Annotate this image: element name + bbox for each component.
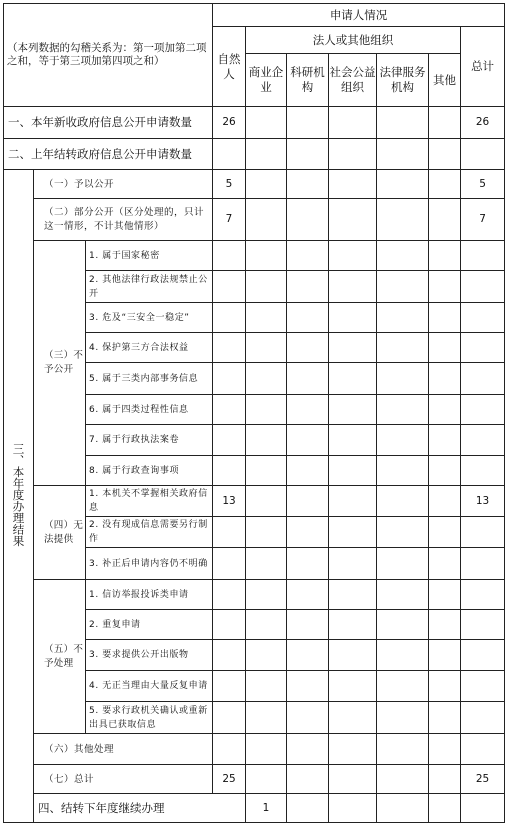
- empty-cell: [377, 425, 429, 456]
- empty-cell: [213, 702, 246, 734]
- header-applicant-situation: 申请人情况: [213, 4, 505, 27]
- empty-cell: [287, 425, 329, 456]
- information-disclosure-table: [3, 3, 505, 823]
- empty-cell: [329, 199, 377, 241]
- empty-cell: [213, 517, 246, 548]
- row-carried-over-label: 二、上年结转政府信息公开申请数量: [4, 139, 213, 170]
- empty-cell: [287, 580, 329, 610]
- empty-cell: [377, 702, 429, 734]
- empty-cell: [377, 517, 429, 548]
- empty-cell: [287, 702, 329, 734]
- empty-cell: [246, 548, 287, 580]
- empty-cell: [329, 671, 377, 702]
- empty-cell: [287, 548, 329, 580]
- reason-reconfirm: 5. 要求行政机关确认或重新出具已获取信息: [86, 702, 213, 734]
- empty-cell: [329, 333, 377, 363]
- header-commercial: 商业企业: [246, 54, 287, 107]
- header-legal-service: 法律服务机构: [377, 54, 429, 107]
- empty-cell: [287, 363, 329, 395]
- header-other: 其他: [429, 54, 461, 107]
- empty-cell: [287, 395, 329, 425]
- empty-cell: [429, 271, 461, 303]
- empty-cell: [377, 548, 429, 580]
- empty-cell: [329, 107, 377, 139]
- empty-cell: [213, 303, 246, 333]
- empty-cell: [246, 734, 287, 765]
- empty-cell: [461, 548, 505, 580]
- empty-cell: [377, 640, 429, 671]
- empty-cell: [329, 610, 377, 640]
- empty-cell: [329, 395, 377, 425]
- empty-cell: [377, 486, 429, 517]
- empty-cell: [213, 548, 246, 580]
- empty-cell: [287, 734, 329, 765]
- empty-cell: [461, 241, 505, 271]
- reason-state-secret: 1. 属于国家秘密: [86, 241, 213, 271]
- empty-cell: [287, 333, 329, 363]
- empty-cell: [377, 610, 429, 640]
- empty-cell: [429, 107, 461, 139]
- reason-inquiry-matter: 8. 属于行政查询事项: [86, 456, 213, 486]
- empty-cell: [461, 271, 505, 303]
- empty-cell: [329, 702, 377, 734]
- empty-cell: [246, 241, 287, 271]
- reason-petition: 1. 信访举报投诉类申请: [86, 580, 213, 610]
- reason-law-prohibited: 2. 其他法律行政法规禁止公开: [86, 271, 213, 303]
- empty-cell: [429, 702, 461, 734]
- empty-cell: [246, 486, 287, 517]
- empty-cell: [429, 170, 461, 199]
- row-partial-label: （二）部分公开（区分处理的，只计这一情形，不计其他情形）: [34, 199, 213, 241]
- empty-cell: [329, 580, 377, 610]
- empty-cell: [377, 734, 429, 765]
- empty-cell: [287, 241, 329, 271]
- reason-process-info: 6. 属于四类过程性信息: [86, 395, 213, 425]
- empty-cell: [429, 580, 461, 610]
- empty-cell: [461, 363, 505, 395]
- empty-cell: [246, 199, 287, 241]
- empty-cell: [429, 425, 461, 456]
- header-note: （本列数据的勾稽关系为：第一项加第二项之和，等于第三项加第四项之和）: [4, 4, 213, 107]
- reason-needs-creation: 2. 没有现成信息需要另行制作: [86, 517, 213, 548]
- empty-cell: [329, 139, 377, 170]
- header-research: 科研机构: [287, 54, 329, 107]
- empty-cell: [287, 107, 329, 139]
- empty-cell: [287, 456, 329, 486]
- empty-cell: [246, 271, 287, 303]
- empty-cell: [246, 395, 287, 425]
- empty-cell: [213, 580, 246, 610]
- empty-cell: [429, 734, 461, 765]
- row-subtotal-natural: 25: [213, 765, 246, 794]
- empty-cell: [329, 456, 377, 486]
- empty-cell: [429, 333, 461, 363]
- header-social-welfare: 社会公益组织: [329, 54, 377, 107]
- empty-cell: [461, 517, 505, 548]
- empty-cell: [246, 671, 287, 702]
- empty-cell: [429, 486, 461, 517]
- empty-cell: [246, 580, 287, 610]
- empty-cell: [377, 241, 429, 271]
- empty-cell: [329, 794, 377, 823]
- empty-cell: [213, 333, 246, 363]
- empty-cell: [287, 671, 329, 702]
- empty-cell: [329, 303, 377, 333]
- empty-cell: [246, 303, 287, 333]
- empty-cell: [329, 425, 377, 456]
- empty-cell: [287, 486, 329, 517]
- empty-cell: [377, 199, 429, 241]
- row-disclosed-total: 5: [461, 170, 505, 199]
- empty-cell: [461, 333, 505, 363]
- empty-cell: [246, 425, 287, 456]
- empty-cell: [246, 765, 287, 794]
- row-other-handling-total: [461, 734, 505, 765]
- empty-cell: [377, 107, 429, 139]
- empty-cell: [213, 363, 246, 395]
- empty-cell: [461, 395, 505, 425]
- empty-cell: [461, 794, 505, 823]
- empty-cell: [461, 456, 505, 486]
- row-carried-over-natural: [213, 139, 246, 170]
- empty-cell: [329, 517, 377, 548]
- reason-not-held-natural: 13: [213, 486, 246, 517]
- reason-not-held: 1. 本机关不掌握相关政府信息: [86, 486, 213, 517]
- empty-cell: [287, 303, 329, 333]
- reason-three-safety: 3. 危及“三安全一稳定”: [86, 303, 213, 333]
- empty-cell: [377, 456, 429, 486]
- reason-mass-repeat: 4. 无正当理由大量反复申请: [86, 671, 213, 702]
- row-other-handling-natural: [213, 734, 246, 765]
- empty-cell: [287, 794, 329, 823]
- empty-cell: [246, 517, 287, 548]
- empty-cell: [246, 702, 287, 734]
- empty-cell: [429, 610, 461, 640]
- empty-cell: [429, 395, 461, 425]
- empty-cell: [461, 580, 505, 610]
- empty-cell: [429, 765, 461, 794]
- empty-cell: [329, 271, 377, 303]
- empty-cell: [246, 363, 287, 395]
- reason-repeat: 2. 重复申请: [86, 610, 213, 640]
- empty-cell: [246, 640, 287, 671]
- empty-cell: [329, 241, 377, 271]
- empty-cell: [377, 580, 429, 610]
- empty-cell: [329, 765, 377, 794]
- empty-cell: [461, 671, 505, 702]
- empty-cell: [429, 671, 461, 702]
- empty-cell: [287, 199, 329, 241]
- empty-cell: [213, 456, 246, 486]
- empty-cell: [377, 765, 429, 794]
- row-partial-natural: 7: [213, 199, 246, 241]
- empty-cell: [429, 548, 461, 580]
- empty-cell: [377, 671, 429, 702]
- reason-not-held-total: 13: [461, 486, 505, 517]
- empty-cell: [213, 395, 246, 425]
- group-not-disclosed-label: （三）不予公开: [34, 241, 86, 486]
- empty-cell: [461, 425, 505, 456]
- empty-cell: [377, 395, 429, 425]
- empty-cell: [429, 794, 461, 823]
- empty-cell: [213, 610, 246, 640]
- empty-cell: [246, 456, 287, 486]
- empty-cell: [429, 363, 461, 395]
- row-new-applications-total: 26: [461, 107, 505, 139]
- empty-cell: [377, 794, 429, 823]
- row-other-handling-label: （六）其他处理: [34, 734, 213, 765]
- empty-cell: [461, 303, 505, 333]
- empty-cell: [329, 486, 377, 517]
- header-natural-person: 自然人: [213, 27, 246, 107]
- empty-cell: [246, 107, 287, 139]
- empty-cell: [429, 241, 461, 271]
- empty-cell: [246, 333, 287, 363]
- empty-cell: [213, 241, 246, 271]
- reason-third-party: 4. 保护第三方合法权益: [86, 333, 213, 363]
- row-new-applications-natural: 26: [213, 107, 246, 139]
- empty-cell: [429, 303, 461, 333]
- row-carried-over-total: [461, 139, 505, 170]
- empty-cell: [287, 765, 329, 794]
- row-disclosed-label: （一）予以公开: [34, 170, 213, 199]
- row-carry-next-label: 四、结转下年度继续办理: [34, 794, 246, 823]
- empty-cell: [287, 610, 329, 640]
- empty-cell: [329, 734, 377, 765]
- empty-cell: [213, 640, 246, 671]
- empty-cell: [329, 640, 377, 671]
- empty-cell: [429, 139, 461, 170]
- empty-cell: [246, 610, 287, 640]
- empty-cell: [429, 199, 461, 241]
- empty-cell: [329, 363, 377, 395]
- empty-cell: [377, 303, 429, 333]
- group-cannot-provide-label: （四）无法提供: [34, 486, 86, 580]
- reason-still-unclear: 3. 补正后申请内容仍不明确: [86, 548, 213, 580]
- empty-cell: [213, 425, 246, 456]
- empty-cell: [429, 456, 461, 486]
- empty-cell: [461, 702, 505, 734]
- row-partial-total: 7: [461, 199, 505, 241]
- empty-cell: [429, 517, 461, 548]
- empty-cell: [377, 363, 429, 395]
- empty-cell: [461, 610, 505, 640]
- empty-cell: [429, 640, 461, 671]
- row-subtotal-total: 25: [461, 765, 505, 794]
- row-new-applications-label: 一、本年新收政府信息公开申请数量: [4, 107, 213, 139]
- empty-cell: [287, 517, 329, 548]
- empty-cell: [287, 170, 329, 199]
- empty-cell: [213, 271, 246, 303]
- empty-cell: [246, 139, 287, 170]
- section-results-text: 三、本年度办理结果: [11, 442, 26, 547]
- empty-cell: [287, 139, 329, 170]
- group-not-processed-label: （五）不予处理: [34, 580, 86, 734]
- header-legal-group: 法人或其他组织: [246, 27, 461, 54]
- section-results-label: [4, 170, 34, 823]
- empty-cell: [329, 170, 377, 199]
- empty-cell: [287, 271, 329, 303]
- row-carry-next-natural: 1: [246, 794, 287, 823]
- empty-cell: [377, 271, 429, 303]
- header-total: 总计: [461, 27, 505, 107]
- empty-cell: [246, 170, 287, 199]
- empty-cell: [329, 548, 377, 580]
- empty-cell: [377, 139, 429, 170]
- reason-publication: 3. 要求提供公开出版物: [86, 640, 213, 671]
- empty-cell: [213, 671, 246, 702]
- empty-cell: [461, 640, 505, 671]
- reason-internal-affairs: 5. 属于三类内部事务信息: [86, 363, 213, 395]
- row-disclosed-natural: 5: [213, 170, 246, 199]
- empty-cell: [377, 333, 429, 363]
- empty-cell: [377, 170, 429, 199]
- reason-enforcement-file: 7. 属于行政执法案卷: [86, 425, 213, 456]
- empty-cell: [287, 640, 329, 671]
- row-subtotal-label: （七）总计: [34, 765, 213, 794]
